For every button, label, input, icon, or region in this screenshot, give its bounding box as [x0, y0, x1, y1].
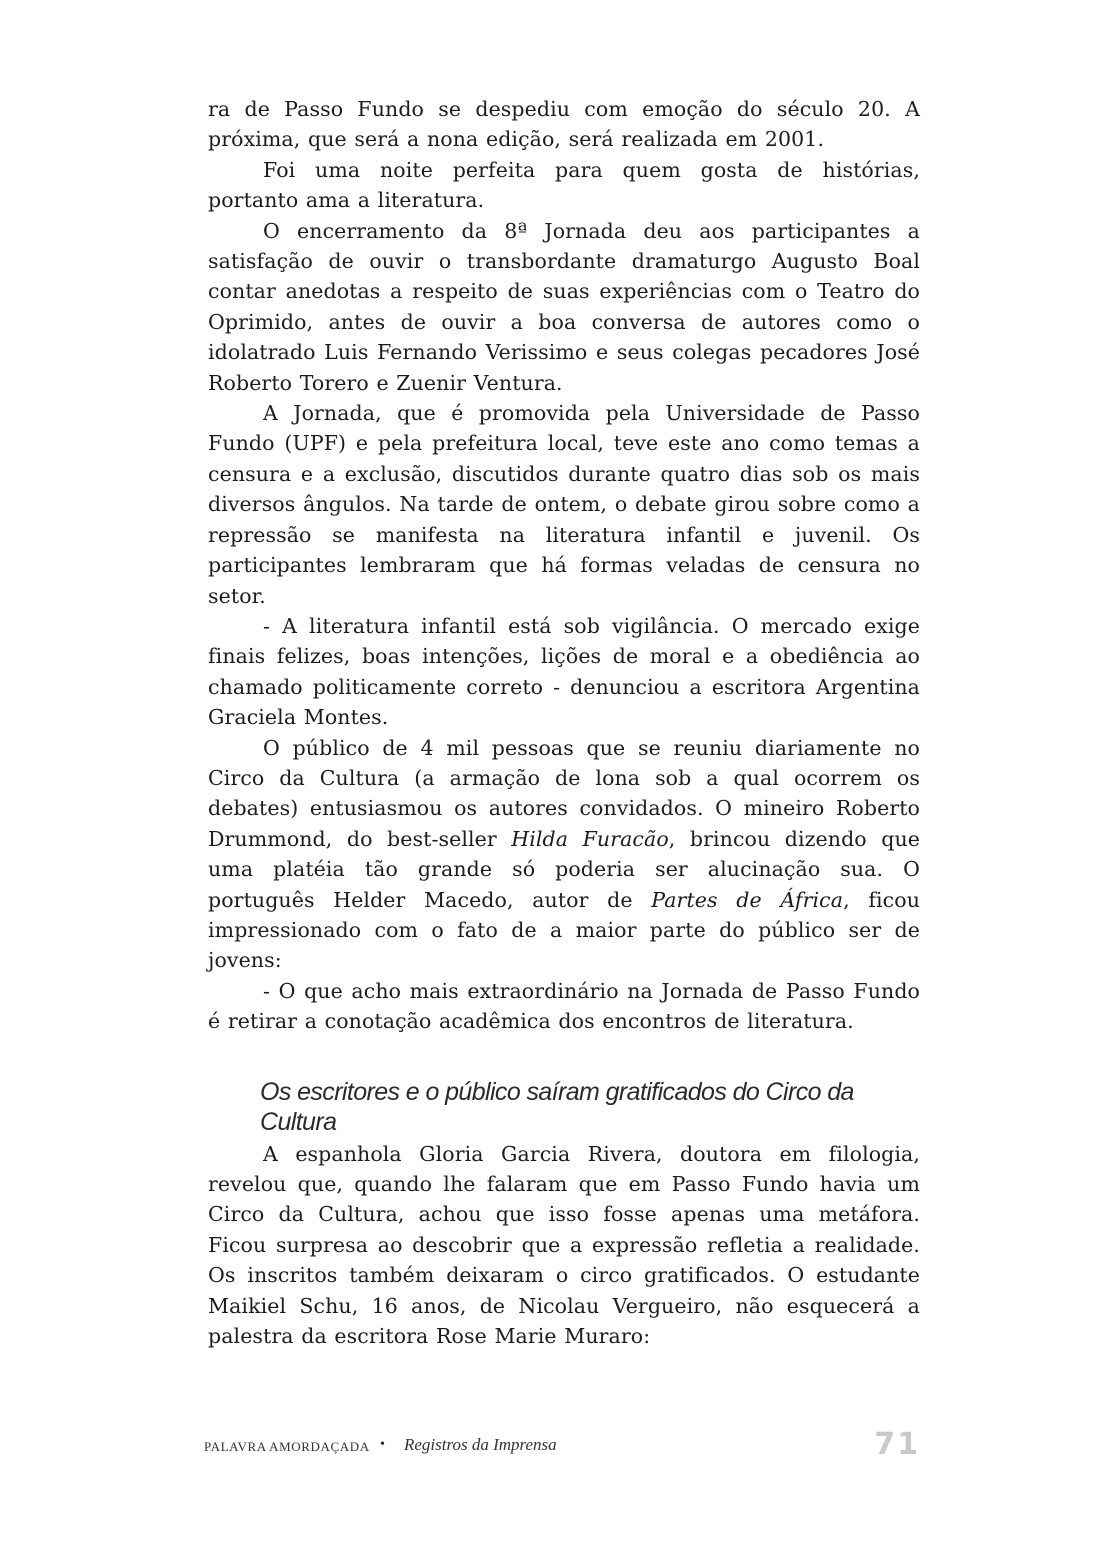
footer-section-title: Registros da Imprensa: [404, 1435, 557, 1454]
text-segment: , ficou impressionado com o fato de a maior parte do público ser de jovens:: [208, 887, 921, 973]
text-segment: A espanhola Gloria Garcia Rivera, doutora em filologia, revelou que, quando lhe falaram que em Passo Fundo havia um Circo da Cultura, achou que isso fosse apenas uma metáfora. Ficou surpresa ao descobrir que a expressão refletia a realidade. Os inscritos também deixaram o circo gratificados. O estudante Maikiel Schu, 16 anos, de Nicolau Vergueiro, não esquecerá a palestra da escritora Rose Marie Muraro:: [208, 1141, 920, 1349]
text-segment: - O que acho mais extraordinário na Jornada de Passo Fundo é retirar a conotação acadêmica dos encontros de literatura.: [208, 978, 920, 1034]
paragraph: [208, 1139, 920, 1352]
italic-title: Hilda Furacão: [511, 826, 669, 851]
section-subheading: Os escritores e o público saíram gratificados do Circo da Cultura: [260, 1077, 854, 1136]
paragraph: [208, 733, 920, 976]
footer-separator: •: [380, 1437, 385, 1452]
page-footer: [204, 1427, 920, 1463]
text-segment: A Jornada, que é promovida pela Universidade de Passo Fundo (UPF) e pela prefeitura local, teve este ano como temas a censura e a exclusão, discutidos durante quatro dias sob os mais diversos ângulos. Na tarde de ontem, o debate girou sobre como a repressão se manifesta na literatura infantil e juvenil. Os participantes lembraram que há formas veladas de censura no setor.: [208, 401, 920, 608]
paragraph: [208, 94, 920, 155]
paragraph: [208, 216, 920, 398]
paragraph: [208, 976, 920, 1037]
body-text-after-heading: [208, 1139, 920, 1352]
page-content: [208, 94, 920, 1351]
paragraph: [208, 398, 920, 611]
page-number: 71: [874, 1427, 920, 1462]
text-segment: Foi uma noite perfeita para quem gosta de histórias, portanto ama a literatura.: [208, 157, 920, 213]
text-segment: O encerramento da 8ª Jornada deu aos participantes a satisfação de ouvir o transbordante dramaturgo Augusto Boal contar anedotas a respeito de suas experiências com o Teatro do Oprimido, antes de ouvir a boa conversa de autores como o idolatrado Luis Fernando Verissimo e seus colegas pecadores José Roberto Torero e Zuenir Ventura.: [208, 218, 920, 395]
text-segment: ra de Passo Fundo se despediu com emoção do século 20. A próxima, que será a nona edição, será realizada em 2001.: [208, 97, 920, 152]
paragraph: [208, 611, 920, 733]
paragraph: [208, 155, 920, 216]
footer-book-title: PALAVRA AMORDAÇADA: [204, 1439, 370, 1454]
text-segment: - A literatura infantil está sob vigilância. O mercado exige finais felizes, boas intenções, lições de moral e a obediência ao chamado politicamente correto - denunciou a escritora Argentina Graciela Montes.: [208, 613, 920, 730]
italic-title: Partes de África: [651, 887, 844, 912]
text-segment: , brincou dizendo que uma platéia tão grande só poderia ser alucinação sua. O português Helder Macedo, autor de: [208, 826, 920, 912]
body-text-before-heading: [208, 94, 920, 1037]
text-segment: O público de 4 mil pessoas que se reuniu diariamente no Circo da Cultura (a armação de lona sob a qual ocorrem os debates) entusiasmou os autores convidados. O mineiro Roberto Drummond, do best-seller: [208, 735, 920, 851]
